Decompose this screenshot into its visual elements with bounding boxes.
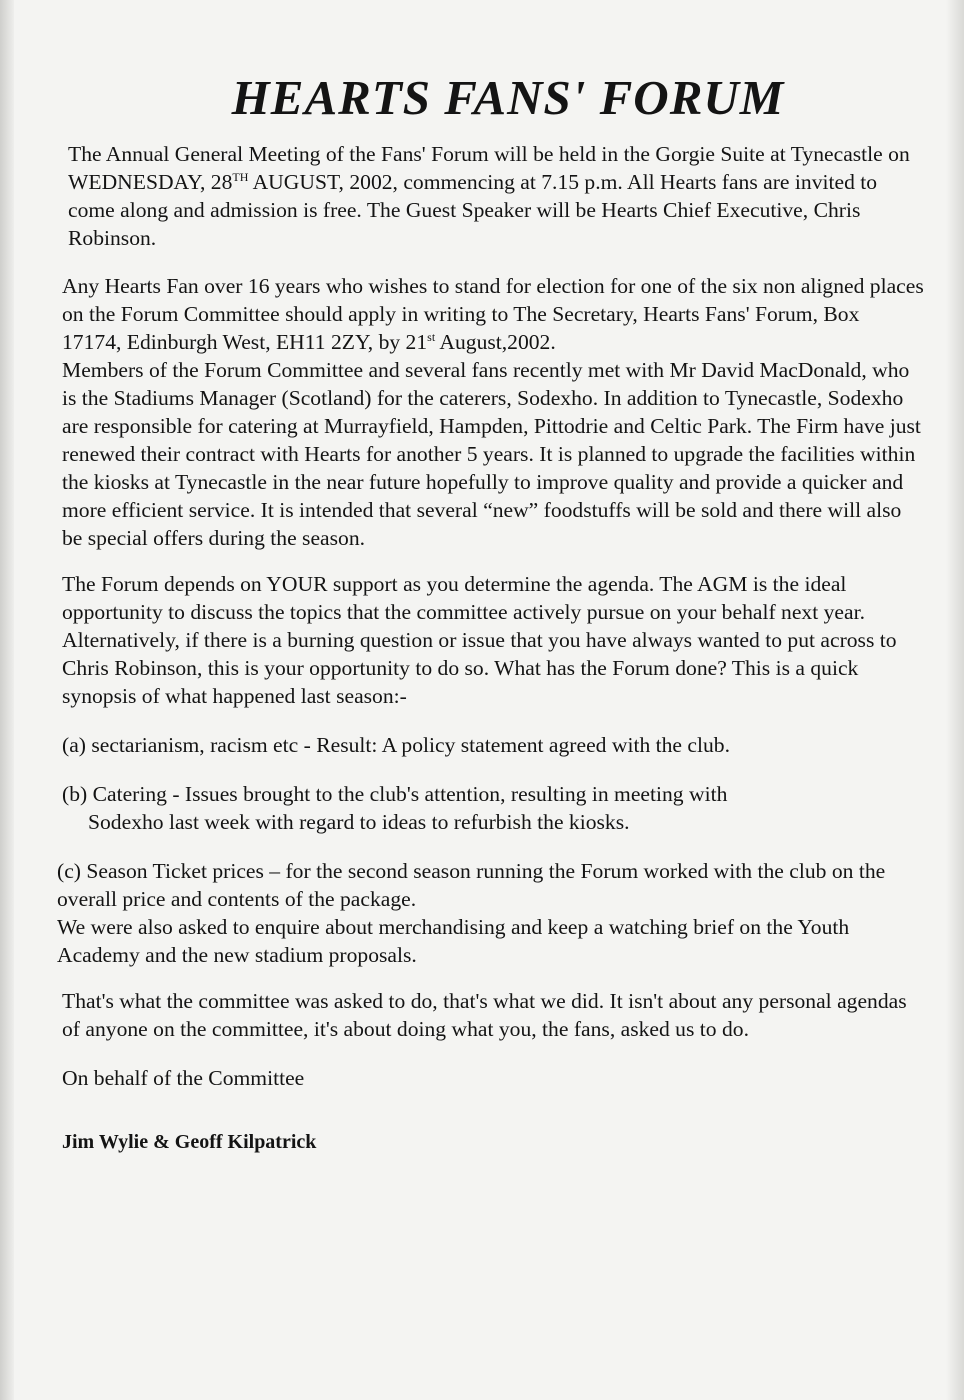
item-a: (a) sectarianism, racism etc - Result: A policy statement agreed with the club. [62, 733, 730, 757]
item-b [52, 780, 924, 836]
election-text-end: August,2002. [435, 330, 556, 354]
page-title: HEARTS FANS' FORUM [231, 70, 785, 125]
signature: Jim Wylie & Geoff Kilpatrick [62, 1131, 317, 1153]
catering-news-paragraph: Members of the Forum Committee and several fans recently met with Mr David MacDonald, who is the Stadiums Manager (Scotland) for the caterers, Sodexho. In addition to Tynecastle, Sodexho are responsible for catering at Murrayfield, Hampden, Pittodrie and Celtic Park. The Firm have just renewed their contract with Hearts for another 5 years. It is planned to upgrade the facilities within the kiosks at Tynecastle in the near future hopefully to improve quality and provide a quicker and more efficient service. It is intended that several “new” foodstuffs will be sold and there will also be special offers during the season. [62, 358, 921, 550]
agm-text-start: The Annual General Meeting of the Fans' Forum will be held in the Gorgie Suite at Tynecastle on WEDNESDAY, 28 [68, 142, 910, 194]
election-text-start: Any Hearts Fan over 16 years who wishes to stand for election for one of the six non aligned places on the Forum Committee should apply in writing to The Secretary, Hearts Fans' Forum, Box 17174, Edinburgh West, EH11 2ZY, by 21 [62, 274, 924, 354]
forum-support-paragraph: The Forum depends on YOUR support as you determine the agenda. The AGM is the ideal opportunity to discuss the topics that the committee actively pursue on your behalf next year. Alternatively, if there is a burning question or issue that you have always wanted to put across to Chris Robinson, this is your opportunity to do so. What has the Forum done? This is a quick synopsis of what happened last season:- [62, 572, 897, 708]
election-date-suffix: st [427, 329, 436, 344]
page-right-edge [946, 0, 964, 1400]
closing-paragraph: That's what the committee was asked to do, that's what we did. It isn't about any personal agendas of anyone on the committee, it's about doing what you, the fans, asked us to do. [62, 989, 907, 1041]
article [52, 68, 924, 1156]
agm-paragraph [52, 140, 924, 252]
on-behalf-line: On behalf of the Committee [62, 1066, 305, 1090]
item-b-line1: (b) Catering - Issues brought to the club's attention, resulting in meeting with [62, 782, 728, 806]
item-b-line2: Sodexho last week with regard to ideas to refurbish the kiosks. [88, 810, 630, 834]
page-binding-edge [0, 0, 14, 1400]
election-paragraph [52, 272, 924, 356]
item-c: (c) Season Ticket prices – for the second season running the Forum worked with the club on the overall price and contents of the package. [57, 859, 886, 911]
agm-text-end: AUGUST, 2002, commencing at 7.15 p.m. All Hearts fans are invited to come along and admission is free. The Guest Speaker will be Hearts Chief Executive, Chris Robinson. [68, 170, 878, 250]
agm-date-suffix: TH [232, 169, 249, 184]
item-c-extra: We were also asked to enquire about merchandising and keep a watching brief on the Youth Academy and the new stadium proposals. [57, 915, 850, 967]
